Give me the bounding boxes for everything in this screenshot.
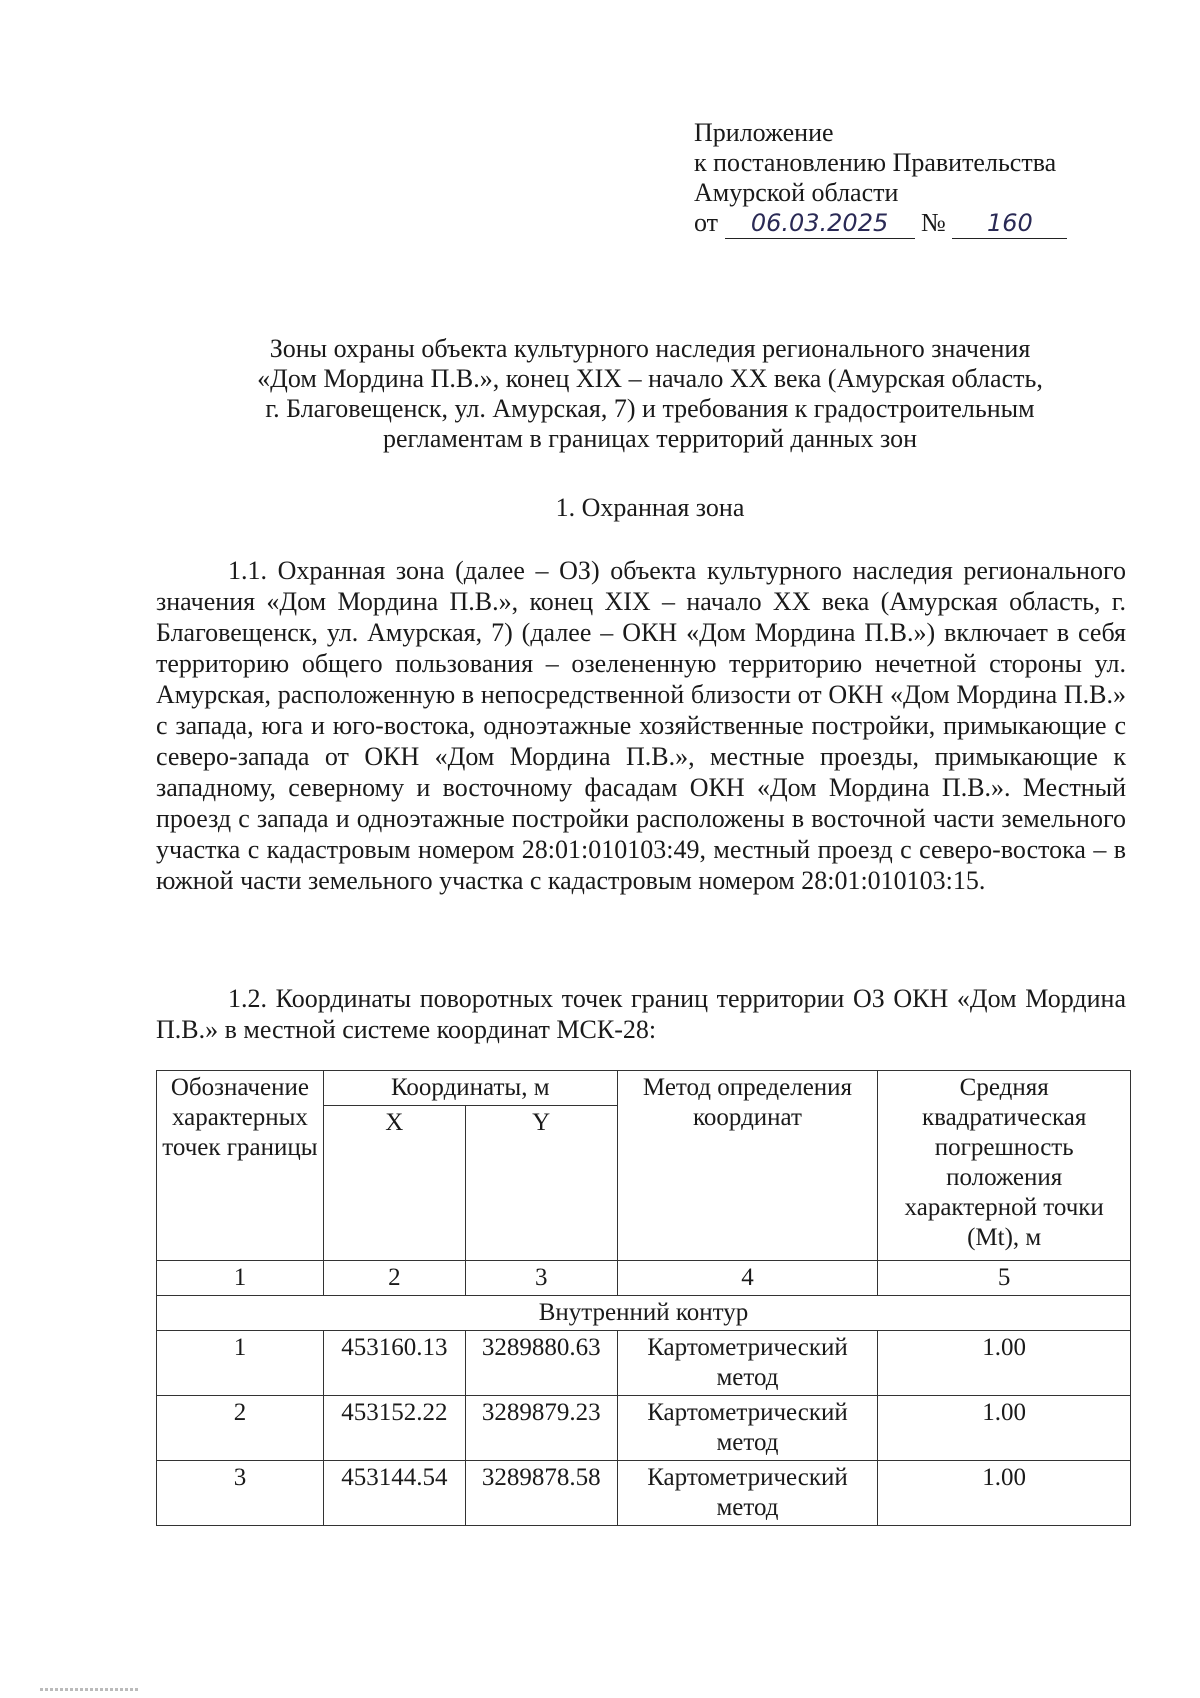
cell-error: 1.00 <box>878 1396 1131 1461</box>
cell-y: 3289879.23 <box>465 1396 617 1461</box>
approval-block <box>694 118 1114 239</box>
scan-edge-mark <box>40 1688 140 1691</box>
handwritten-number: 160 <box>952 208 1067 239</box>
approval-line-1: Приложение <box>694 118 834 147</box>
cell-method: Картометрический метод <box>617 1331 878 1396</box>
header-method: Метод определения координат <box>617 1071 878 1261</box>
title-line-3: г. Благовещенск, ул. Амурская, 7) и требования к градостроительным <box>265 394 1035 423</box>
cell-x: 453160.13 <box>323 1331 465 1396</box>
column-number: 4 <box>617 1261 878 1296</box>
approval-line-3: Амурской области <box>694 178 899 207</box>
cell-y: 3289880.63 <box>465 1331 617 1396</box>
column-number: 3 <box>465 1261 617 1296</box>
cell-error: 1.00 <box>878 1461 1131 1526</box>
cell-y: 3289878.58 <box>465 1461 617 1526</box>
table-row <box>157 1461 1131 1526</box>
table-row <box>157 1396 1131 1461</box>
handwritten-date: 06.03.2025 <box>725 208 915 239</box>
table-header-row <box>157 1071 1131 1106</box>
cell-point: 3 <box>157 1461 324 1526</box>
header-x: X <box>323 1106 465 1261</box>
cell-method: Картометрический метод <box>617 1461 878 1526</box>
title-line-2: «Дом Мордина П.В.», конец XIX – начало XX века (Амурская область, <box>257 364 1043 393</box>
number-prefix: № <box>921 208 946 237</box>
cell-x: 453152.22 <box>323 1396 465 1461</box>
title-line-4: регламентам в границах территорий данных зон <box>382 424 917 453</box>
header-coordinates: Координаты, м <box>323 1071 617 1106</box>
approval-line-2: к постановлению Правительства <box>694 148 1057 177</box>
title-line-1: Зоны охраны объекта культурного наследия регионального значения <box>269 334 1031 363</box>
date-prefix: от <box>694 208 719 237</box>
cell-error: 1.00 <box>878 1331 1131 1396</box>
approval-date-line <box>694 208 1114 239</box>
coordinates-table <box>156 1070 1131 1526</box>
table-row <box>157 1331 1131 1396</box>
column-number-row <box>157 1261 1131 1296</box>
cell-point: 2 <box>157 1396 324 1461</box>
header-point: Обозначение характерных точек границы <box>157 1071 324 1261</box>
column-number: 5 <box>878 1261 1131 1296</box>
cell-x: 453144.54 <box>323 1461 465 1526</box>
column-number: 1 <box>157 1261 324 1296</box>
cell-point: 1 <box>157 1331 324 1396</box>
contour-label: Внутренний контур <box>157 1296 1131 1331</box>
paragraph-1-2: 1.2. Координаты поворотных точек границ территории ОЗ ОКН «Дом Мордина П.В.» в местной системе координат МСК-28: <box>156 984 1126 1044</box>
section-heading: 1. Охранная зона <box>555 493 745 522</box>
header-error: Средняя квадратическая погрешность положения характерной точки (Mt), м <box>878 1071 1131 1261</box>
paragraph-1-1: 1.1. Охранная зона (далее – ОЗ) объекта культурного наследия регионального значения «Дом Мордина П.В.», конец XIX – начало XX века (Амурская область, г. Благовещенск, ул. Амурская, 7) (далее – ОКН «Дом Мордина П.В.») включает в себя территорию общего пользования – озелененную территорию нечетной стороны ул. Амурская, расположенную в непосредственной близости от ОКН «Дом Мордина П.В.» с запада, юга и юго-востока, одноэтажные хозяйственные постройки, примыкающие с северо-запада от ОКН «Дом Мордина П.В.», местные проезды, примыкающие к западному, северному и восточному фасадам ОКН «Дом Мордина П.В.». Местный проезд с запада и одноэтажные постройки расположены в восточной части земельного участка с кадастровым номером 28:01:010103:49, местный проезд с северо-востока – в южной части земельного участка с кадастровым номером 28:01:010103:15. <box>156 556 1126 895</box>
contour-row <box>157 1296 1131 1331</box>
document-title <box>200 334 1100 454</box>
column-number: 2 <box>323 1261 465 1296</box>
header-y: Y <box>465 1106 617 1261</box>
cell-method: Картометрический метод <box>617 1396 878 1461</box>
